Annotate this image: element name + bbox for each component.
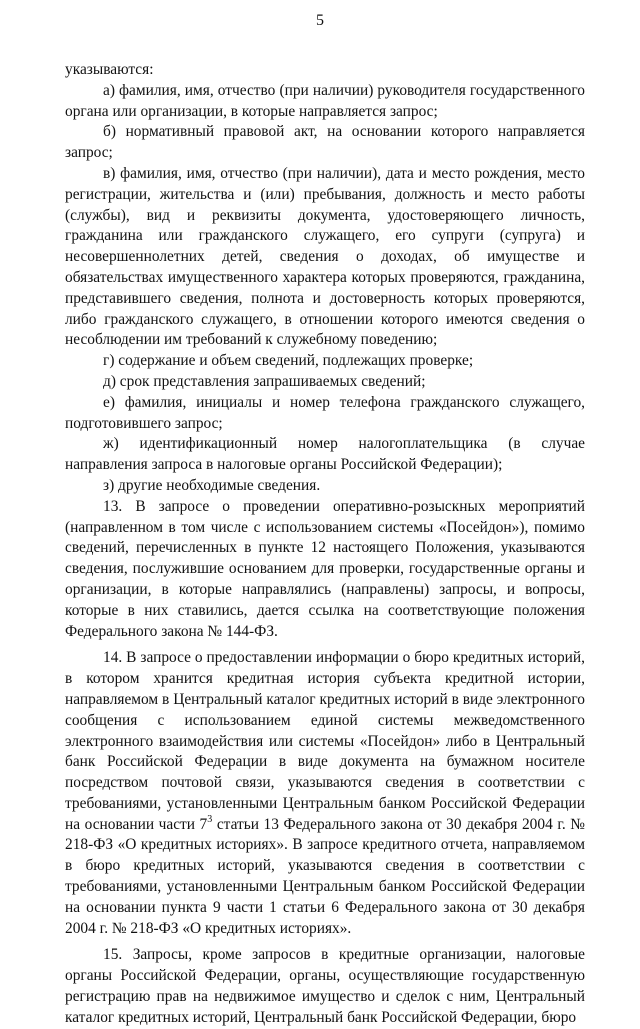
paragraph-item-b: б) нормативный правовой акт, на основании которого направляется запрос; [65, 123, 585, 162]
clause-14-text-start: 14. В запросе о предоставлении информации о бюро кредитных историй, в котором хранится кредитная история субъекта кредитной истории, направляемом в Центральный каталог кредитных историй в виде электронного сообщения с использованием единой системы межведомственного электронного взаимодействия или системы «Посейдон» либо в Центральный банк Российской Федерации в виде документа на бумажном носителе посредством почтовой связи, указываются сведения в соответствии с требованиями, установленными Центральным банком Российской Федерации на основании части 7 [65, 649, 585, 833]
paragraph-clause-13: 13. В запросе о проведении оперативно-розыскных мероприятий (направленном в том числе с использованием системы «Посейдон»), помимо сведений, перечисленных в пункте 12 настоящего Положения, указываются сведения, послужившие основанием для проверки, государственные органы и организации, в которые направлялись (направлены) запросы, и вопросы, которые в них ставились, дается ссылка на соответствующие положения Федерального закона № 144-ФЗ. [65, 497, 585, 640]
clause-14-text-end: статьи 13 Федерального закона от 30 декабря 2004 г. № 218-ФЗ «О кредитных историях». В запросе кредитного отчета, направляемом в бюро кредитных историй, указываются сведения в соответствии с требованиями, установленными Центральным банком Российской Федерации на основании пункта 9 части 1 статьи 6 Федерального закона от 30 декабря 2004 г. № 218-ФЗ «О кредитных историях». [65, 815, 585, 937]
paragraph-item-v: в) фамилия, имя, отчество (при наличии), дата и место рождения, место регистрации, жительства и (или) пребывания, должность и место работы (службы), вид и реквизиты документа, удостоверяющего личность, гражданина или гражданского служащего, его супруги (супруга) и несовершеннолетних детей, сведения о доходах, об имуществе и обязательствах имущественного характера которых проверяются, гражданина, представившего сведения, полнота и достоверность которых проверяются, либо гражданского служащего, в отношении которого имеются сведения о несоблюдении им требований к служебному поведению; [65, 164, 585, 349]
document-body [65, 60, 585, 1029]
paragraph-intro: указываются: [65, 61, 154, 78]
paragraph-item-zh: ж) идентификационный номер налогоплательщика (в случае направления запроса в налоговые органы Российской Федерации); [65, 435, 585, 474]
paragraph-item-z: з) другие необходимые сведения. [103, 476, 321, 494]
paragraph-item-e: е) фамилия, инициалы и номер телефона гражданского служащего, подготовившего запрос; [65, 393, 585, 432]
paragraph-item-d: д) срок представления запрашиваемых сведений; [103, 372, 426, 390]
paragraph-clause-14 [65, 648, 585, 939]
paragraph-item-g: г) содержание и объем сведений, подлежащих проверке; [103, 352, 474, 370]
paragraph-item-a: а) фамилия, имя, отчество (при наличии) руководителя государственного органа или организации, в которые направляется запрос; [65, 81, 585, 120]
page-number: 5 [316, 12, 324, 29]
paragraph-clause-15: 15. Запросы, кроме запросов в кредитные организации, налоговые органы Российской Федерации, органы, осуществляющие государственную регистрацию прав на недвижимое имущество и сделок с ним, Центральный каталог кредитных историй, Центральный банк Российской Федерации, бюро [65, 946, 585, 1026]
clause-14-superscript: 3 [207, 813, 213, 825]
